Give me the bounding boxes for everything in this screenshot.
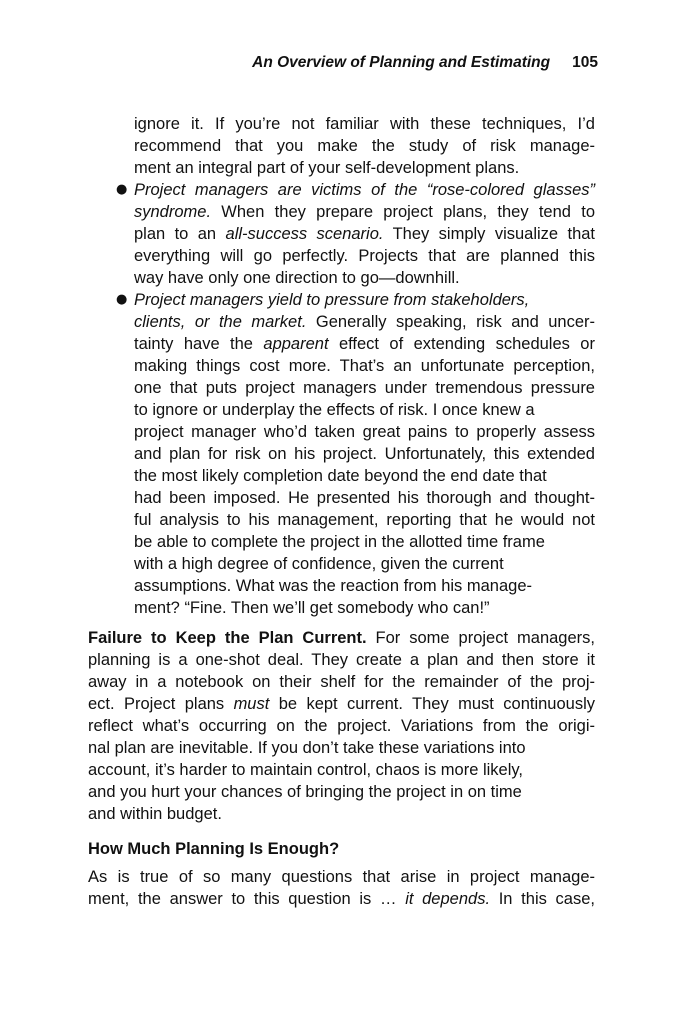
bullet-lead-italic: Project managers are victims of the “rose-colored glasses” — [134, 181, 595, 199]
text-line: account, it’s harder to maintain control, chaos is more likely, — [88, 761, 524, 779]
text-span: Generally speaking, risk and uncer- — [306, 313, 595, 331]
text-line: reflect what’s occurring on the project. Variations from the origi- — [88, 717, 595, 735]
text-line: and within budget. — [88, 805, 222, 823]
italic-phrase: syndrome. — [134, 203, 212, 221]
text-line: planning is a one-shot deal. They create a plan and then store it — [88, 651, 595, 669]
text-line: As is true of so many questions that arise in project manage- — [88, 868, 595, 886]
italic-phrase: it depends. — [405, 890, 491, 908]
bullet-marker: ● — [116, 292, 128, 307]
text-span: plan to an — [134, 225, 226, 243]
text-span: They simply visualize that — [383, 225, 596, 243]
text-line: ignore it. If you’re not familiar with these techniques, I’d — [134, 115, 595, 133]
text-span: ect. Project plans — [88, 695, 234, 713]
text-line: everything will go perfectly. Projects that are planned this — [134, 247, 595, 265]
text-span: be kept current. They must continuously — [269, 695, 595, 713]
text-line: recommend that you make the study of risk manage- — [134, 137, 595, 155]
run-in-heading: Failure to Keep the Plan Current. — [88, 629, 367, 647]
text-span: When they prepare project plans, they tend to — [211, 203, 595, 221]
text-span: In this case, — [490, 890, 595, 908]
text-line: and you hurt your chances of bringing the project in on time — [88, 783, 522, 801]
text-line: away in a notebook on their shelf for the remainder of the proj- — [88, 673, 595, 691]
text-span: effect of extending schedules or — [328, 335, 595, 353]
text-line: one that puts project managers under tremendous pressure — [134, 379, 595, 397]
text-line: ment? “Fine. Then we’ll get somebody who can!” — [134, 599, 490, 617]
text-line — [134, 333, 595, 355]
page-number: 105 — [572, 54, 598, 71]
text-line — [134, 223, 595, 245]
text-span: tainty have the — [134, 335, 264, 353]
italic-phrase: clients, or the market. — [134, 313, 307, 331]
text-line — [88, 693, 595, 715]
text-line: assumptions. What was the reaction from his manage- — [134, 577, 533, 595]
running-head-title: An Overview of Planning and Estimating — [252, 54, 551, 71]
text-line — [88, 888, 595, 910]
text-span: ment, the answer to this question is … — [88, 890, 406, 908]
running-head — [88, 54, 598, 72]
text-line: ful analysis to his management, reporting that he would not — [134, 511, 595, 529]
section-heading: How Much Planning Is Enough? — [88, 840, 340, 858]
text-span: For some project managers, — [366, 629, 595, 647]
text-line: ment an integral part of your self-development plans. — [134, 159, 520, 177]
text-line: project manager who’d taken great pains to properly assess — [134, 423, 595, 441]
bullet-lead-italic: Project managers yield to pressure from stakeholders, — [134, 291, 530, 309]
text-line: with a high degree of confidence, given the current — [134, 555, 504, 573]
italic-phrase: all-success scenario. — [225, 225, 384, 243]
text-line: nal plan are inevitable. If you don’t take these variations into — [88, 739, 526, 757]
text-line: and plan for risk on his project. Unfortunately, this extended — [134, 445, 595, 463]
text-line: the most likely completion date beyond the end date that — [134, 467, 547, 485]
text-line — [134, 201, 595, 223]
text-line: making things cost more. That’s an unfortunate perception, — [134, 357, 595, 375]
text-line: to ignore or underplay the effects of risk. I once knew a — [134, 401, 535, 419]
text-line: way have only one direction to go—downhill. — [134, 269, 460, 287]
text-line — [88, 627, 595, 649]
italic-phrase: must — [233, 695, 270, 713]
text-line — [134, 311, 595, 333]
italic-phrase: apparent — [263, 335, 329, 353]
bullet-marker: ● — [116, 182, 128, 197]
text-line: had been imposed. He presented his thorough and thought- — [134, 489, 595, 507]
text-line: be able to complete the project in the allotted time frame — [134, 533, 545, 551]
